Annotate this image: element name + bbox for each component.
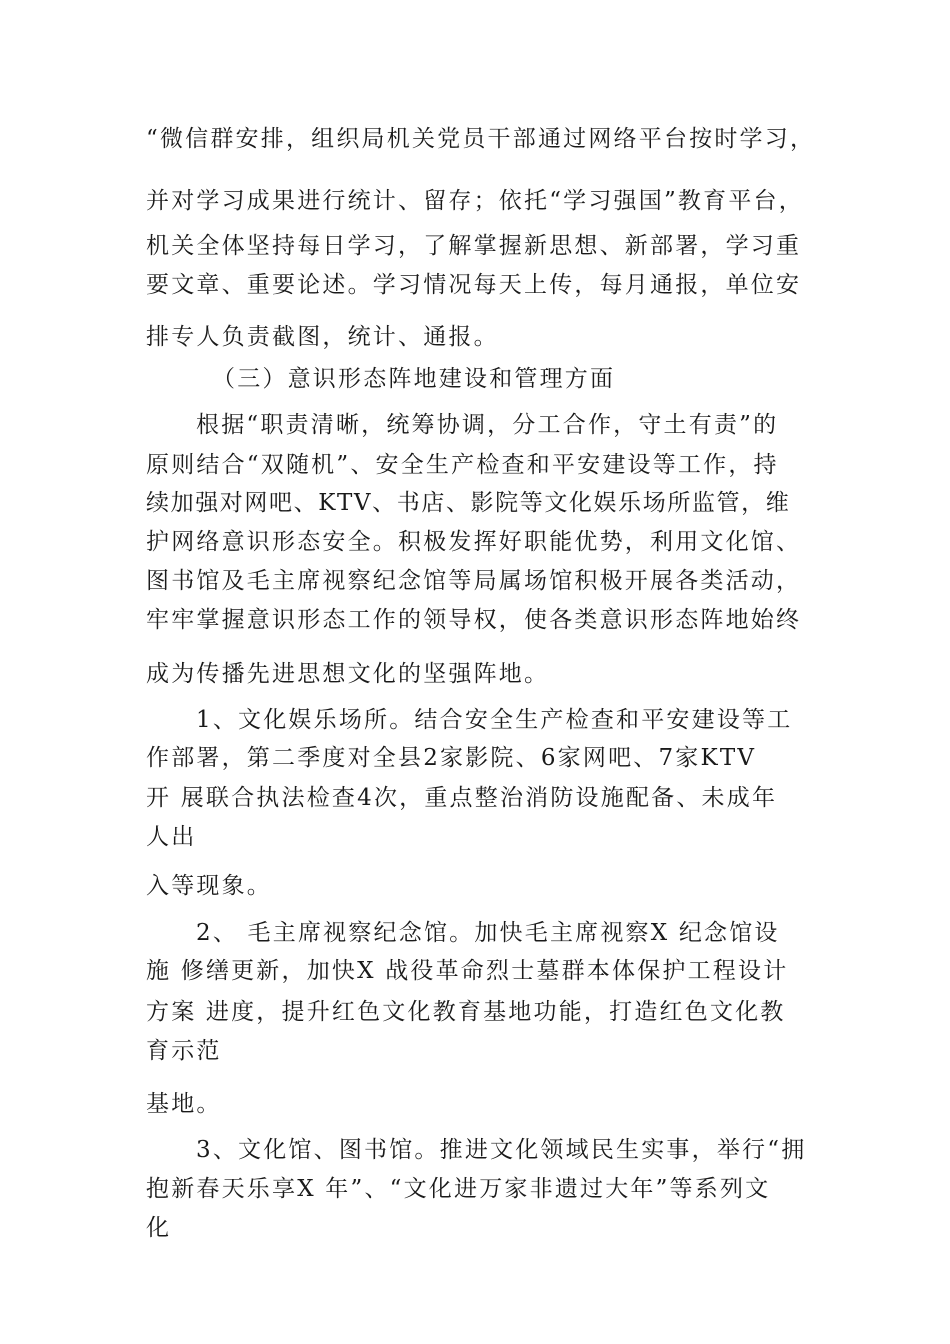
list-item-line: 抱新春天乐享X 年”、“文化进万家非遗过大年”等系列文 — [146, 1176, 771, 1202]
paragraph-line: “微信群安排，组织局机关党员干部通过网络平台按时学习， — [146, 126, 816, 152]
paragraph-line: 根据“职责清晰，统筹协调，分工合作，守土有责”的 — [196, 412, 779, 438]
paragraph-line: 并对学习成果进行统计、留存；依托“学习强国”教育平台， — [146, 188, 804, 214]
paragraph-line: 原则结合“双随机”、安全生产检查和平安建设等工作，持 — [146, 452, 779, 478]
list-item-line: 基地。 — [146, 1091, 222, 1117]
list-item-line: 方案 进度，提升红色文化教育基地功能，打造红色文化教 — [146, 999, 786, 1025]
list-item-line: 作部署，第二季度对全县2家影院、6家网吧、7家KTV — [146, 745, 757, 771]
paragraph-line: 牢牢掌握意识形态工作的领导权，使各类意识形态阵地始终 — [146, 607, 802, 633]
list-item-line: 3、文化馆、图书馆。推进文化领域民生实事，举行“拥 — [196, 1137, 807, 1163]
list-item-line: 2、 毛主席视察纪念馆。加快毛主席视察X 纪念馆设 — [196, 920, 780, 946]
paragraph-line: 机关全体坚持每日学习，了解掌握新思想、新部署，学习重 — [146, 233, 802, 259]
list-item-line: 施 修缮更新，加快X 战役革命烈士墓群本体保护工程设计 — [146, 958, 789, 984]
list-item-line: 1、文化娱乐场所。结合安全生产检查和平安建设等工 — [196, 707, 793, 733]
paragraph-line: 排专人负责截图，统计、通报。 — [146, 324, 499, 350]
paragraph-line: 续加强对网吧、KTV、书店、影院等文化娱乐场所监管，维 — [146, 490, 791, 516]
paragraph-line: 成为传播先进思想文化的坚强阵地。 — [146, 661, 550, 687]
paragraph-line: 要文章、重要论述。学习情况每天上传，每月通报，单位安 — [146, 272, 802, 298]
paragraph-line: 护网络意识形态安全。积极发挥好职能优势，利用文化馆、 — [146, 529, 802, 555]
list-item-line: 育示范 — [146, 1038, 222, 1064]
list-item-line: 人出 — [146, 824, 197, 850]
paragraph-line: 图书馆及毛主席视察纪念馆等局属场馆积极开展各类活动， — [146, 568, 802, 594]
list-item-line: 化 — [146, 1215, 172, 1241]
section-heading: （三）意识形态阵地建设和管理方面 — [212, 366, 616, 392]
list-item-line: 开 展联合执法检查4次，重点整治消防设施配备、未成年 — [146, 785, 778, 811]
list-item-line: 入等现象。 — [146, 873, 272, 899]
